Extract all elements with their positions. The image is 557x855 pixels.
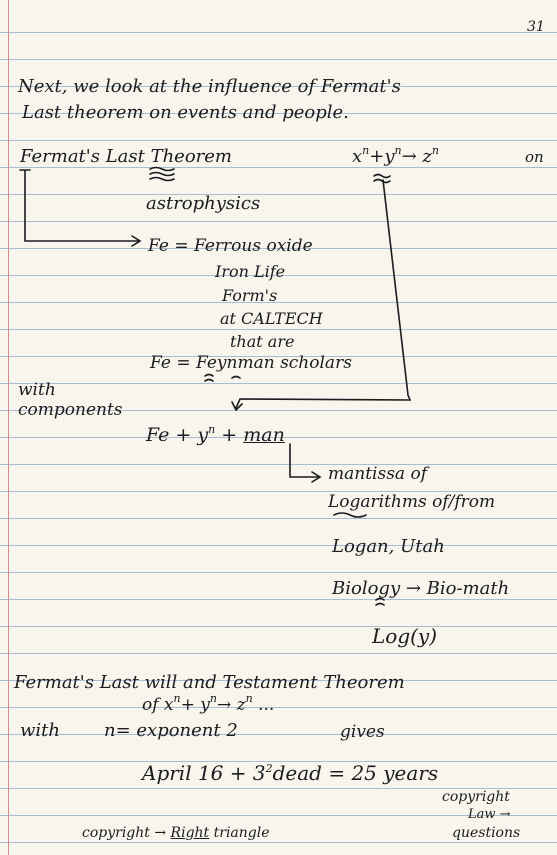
with-2: with xyxy=(20,720,60,741)
exponent-2: n= exponent 2 xyxy=(104,720,238,741)
underline-logan-mark xyxy=(334,513,366,517)
squiggle-astro xyxy=(150,168,174,181)
page-number: 31 xyxy=(527,19,545,35)
arrowhead-mantissa xyxy=(312,472,320,482)
april-equation: April $16 + 3^2dead = 25$ years xyxy=(142,761,439,785)
flt-on: on xyxy=(525,148,544,166)
law-note: Law → xyxy=(468,807,511,822)
biology-biomath: Biology → Bio-math xyxy=(332,578,510,599)
logan-utah: Logan, Utah xyxy=(332,536,445,557)
with-label: with xyxy=(18,380,56,400)
forms: Form's xyxy=(222,286,278,305)
questions-note: questions xyxy=(452,825,521,841)
flt-equation: $x^n+y^n\to z^n$ xyxy=(352,144,439,167)
last-will-title: Fermat's Last will and Testament Theorem xyxy=(14,672,405,693)
at-caltech: at CALTECH xyxy=(220,309,323,328)
intro-line-1: Next, we look at the influence of Fermat's xyxy=(18,76,401,97)
arrowhead-fe xyxy=(132,236,140,246)
mantissa-of: mantissa of xyxy=(328,464,427,484)
intro-line-2: Last theorem on events and people. xyxy=(22,102,349,123)
last-will-equation: of $x^n+ y^n\to z^n$ ... xyxy=(142,692,275,715)
margin-line xyxy=(8,0,9,855)
fe-ferrous-def: Fe = Ferrous oxide xyxy=(148,236,313,256)
that-are: that are xyxy=(230,332,295,351)
arrowhead-components xyxy=(232,402,242,410)
copyright-right-triangle: copyright → Right triangle xyxy=(82,825,270,841)
squiggle-biology xyxy=(376,599,384,606)
gives: gives xyxy=(340,722,385,742)
iron-life: Iron Life xyxy=(215,262,286,281)
flt-title: Fermat's Last Theorem xyxy=(20,146,232,167)
squiggle-fe xyxy=(205,375,240,382)
logarithms: Logarithms of/from xyxy=(328,492,496,512)
components-label: components xyxy=(18,400,123,420)
fe-feynman-def: Fe = Feynman scholars xyxy=(150,353,352,373)
astrophysics-label: astrophysics xyxy=(146,193,261,214)
connector-mantissa xyxy=(290,444,318,477)
squiggle-y xyxy=(374,175,390,183)
connector-bracket-left xyxy=(20,170,138,241)
copyright-note: copyright xyxy=(442,789,510,805)
log-y: Log(y) xyxy=(372,624,438,648)
fe-y-man-equation: $Fe + y^n$ + man xyxy=(146,423,285,446)
